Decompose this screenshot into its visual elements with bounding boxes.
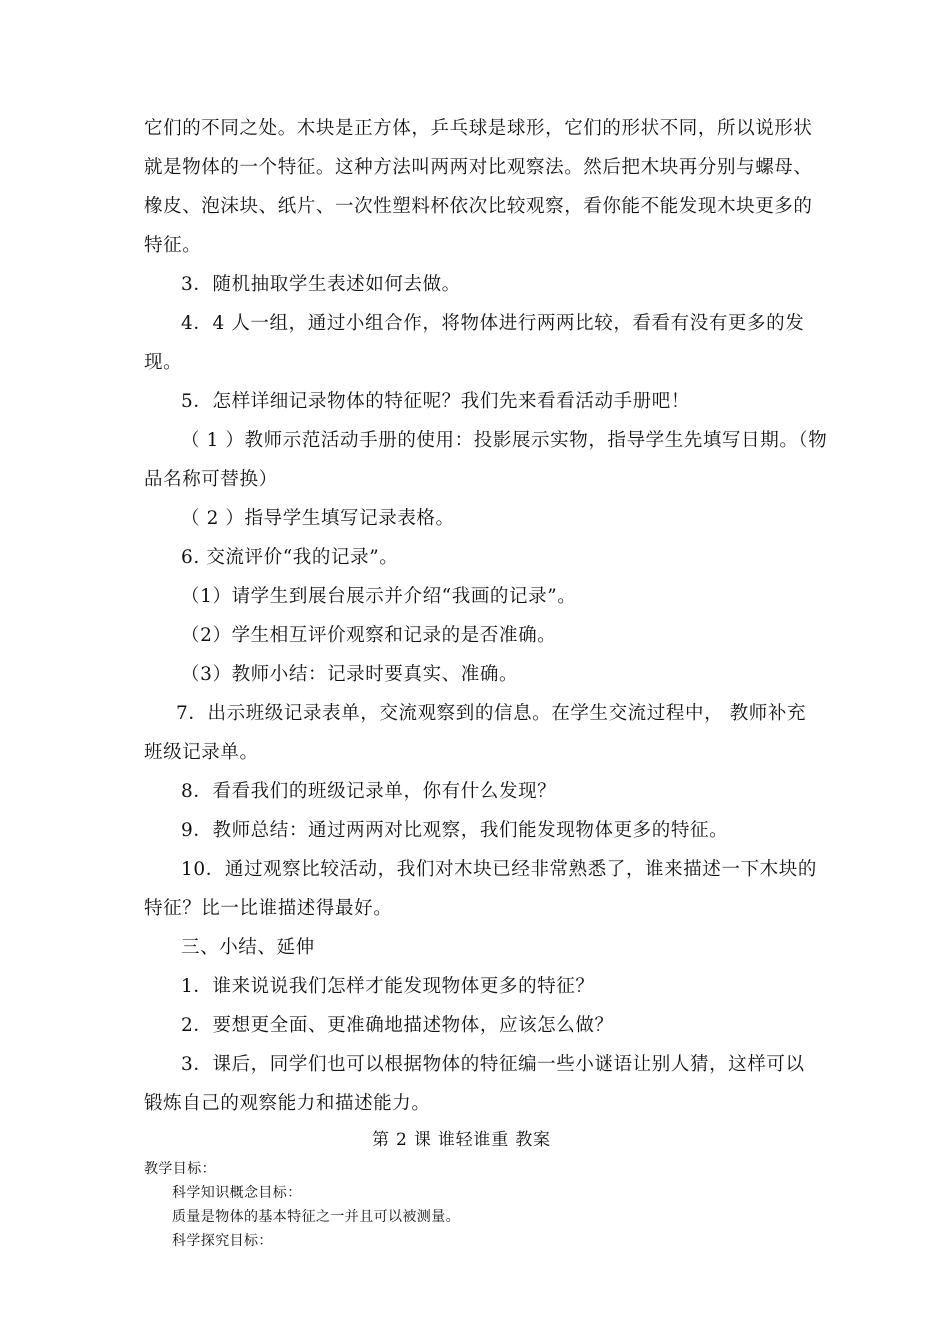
text-line: 3．随机抽取学生表述如何去做。 — [181, 274, 461, 295]
text-line: 1．谁来说说我们怎样才能发现物体更多的特征？ — [181, 976, 595, 997]
text-line: 9．教师总结：通过两两对比观察，我们能发现物体更多的特征。 — [181, 820, 729, 841]
small-text-line: 质量是物体的基本特征之一并且可以被测量。 — [172, 1209, 460, 1225]
text-line: 就是物体的一个特征。这种方法叫两两对比观察法。然后把木块再分别与螺母、 — [144, 157, 813, 178]
section-heading: 三、小结、延伸 — [181, 937, 315, 958]
text-line: 3．课后，同学们也可以根据物体的特征编一些小谜语让别人猜，这样可以 — [181, 1054, 805, 1075]
text-line: （ 2 ）指导学生填写记录表格。 — [181, 508, 455, 529]
text-line: 6. 交流评价“我的记录”。 — [181, 547, 399, 568]
small-text-line: 教学目标： — [144, 1161, 216, 1177]
lesson-title: 第 2 课 谁轻谁重 教案 — [372, 1130, 551, 1150]
text-line: 它们的不同之处。木块是正方体，乒乓球是球形，它们的形状不同，所以说形状 — [144, 118, 813, 139]
text-line: （ 1 ）教师示范活动手册的使用：投影展示实物，指导学生先填写日期。（物 — [181, 430, 828, 451]
text-line: 10．通过观察比较活动，我们对木块已经非常熟悉了，谁来描述一下木块的 — [181, 859, 817, 880]
text-line: 班级记录单。 — [144, 742, 259, 763]
text-line: 品名称可替换） — [144, 469, 278, 490]
text-line: 7．出示班级记录表单，交流观察到的信息。在学生交流过程中， 教师补充 — [176, 703, 807, 724]
text-line: （3）教师小结：记录时要真实、准确。 — [181, 664, 519, 685]
small-text-line: 科学探究目标： — [172, 1233, 273, 1249]
text-line: （2）学生相互评价观察和记录的是否准确。 — [181, 625, 557, 646]
text-line: 4．4 人一组，通过小组合作，将物体进行两两比较，看看有没有更多的发 — [181, 313, 805, 334]
small-text-line: 科学知识概念目标： — [172, 1185, 302, 1201]
text-line: 橡皮、泡沫块、纸片、一次性塑料杯依次比较观察，看你能不能发现木块更多的 — [144, 196, 813, 217]
text-line: 特征？比一比谁描述得最好。 — [144, 898, 393, 919]
text-line: 5．怎样详细记录物体的特征呢？我们先来看看活动手册吧！ — [181, 391, 690, 412]
text-line: 2．要想更全面、更准确地描述物体，应该怎么做？ — [181, 1015, 614, 1036]
text-line: 8．看看我们的班级记录单，你有什么发现？ — [181, 781, 557, 802]
text-line: 特征。 — [144, 235, 202, 256]
text-line: 锻炼自己的观察能力和描述能力。 — [144, 1093, 431, 1114]
text-line: 现。 — [144, 352, 183, 373]
text-line: （1）请学生到展台展示并介绍“我画的记录”。 — [181, 586, 577, 607]
